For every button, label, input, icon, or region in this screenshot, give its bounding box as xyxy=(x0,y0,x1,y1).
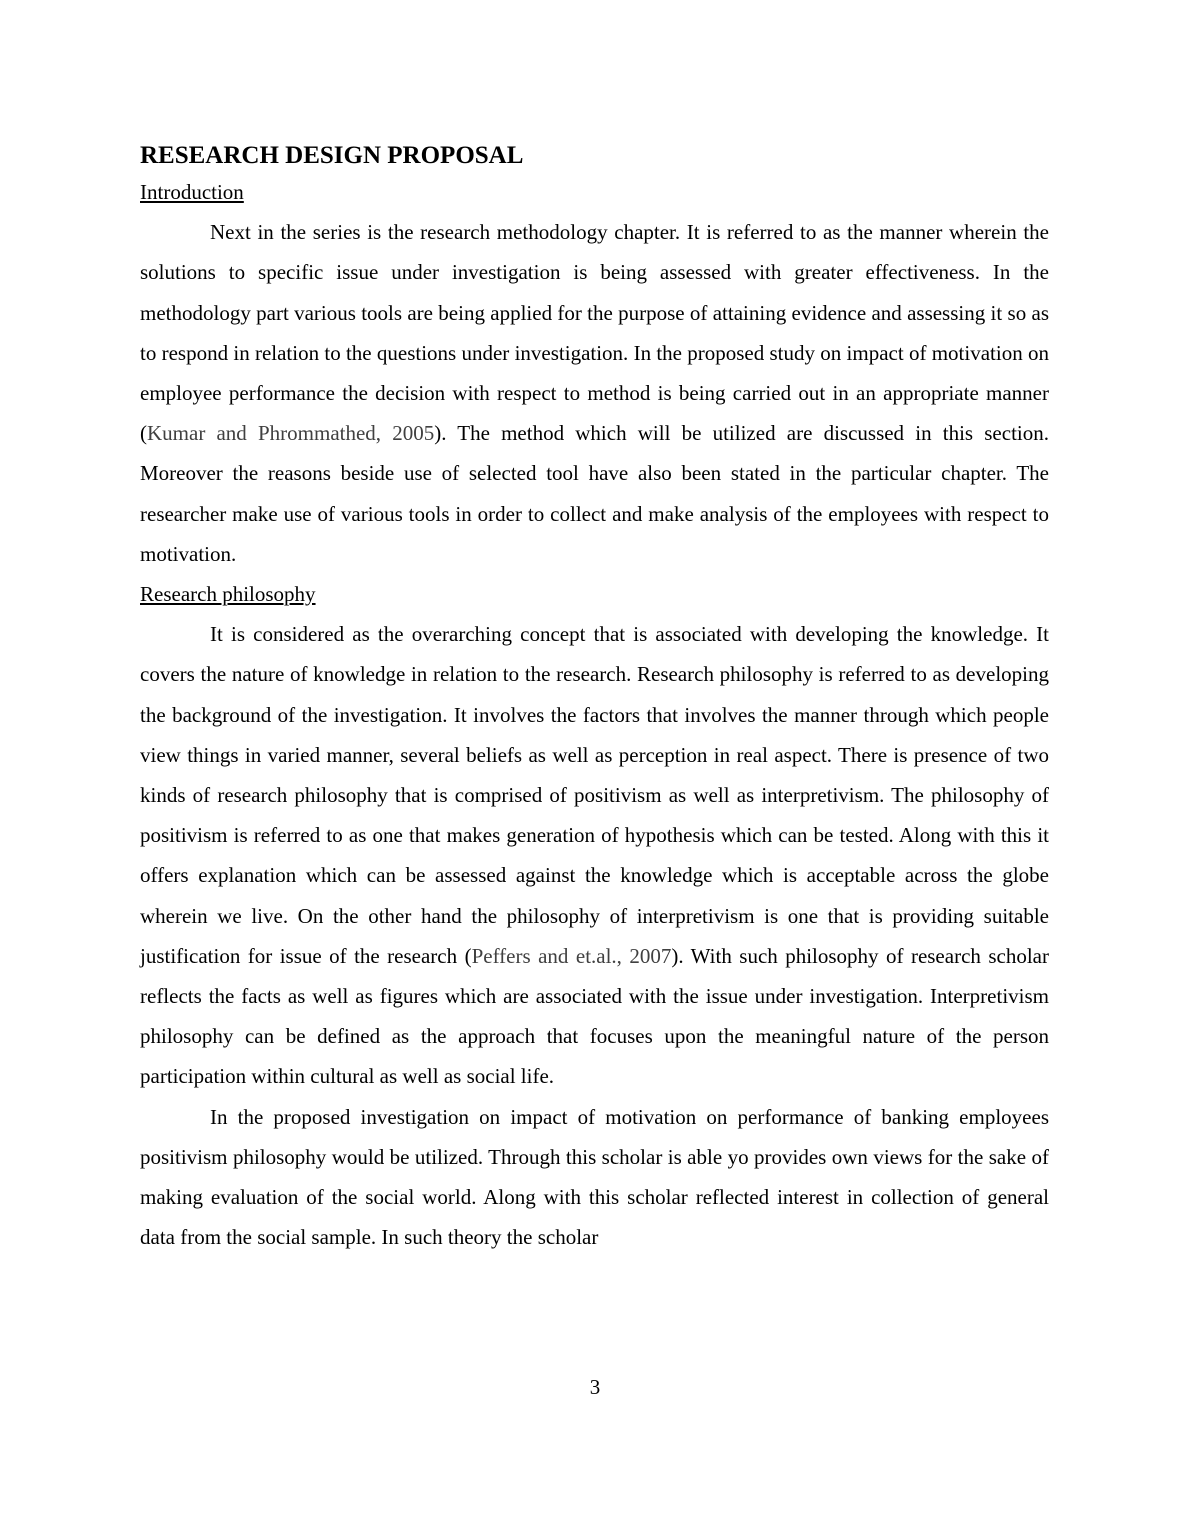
philosophy-text-part1: It is considered as the overarching concept that is associated with developing the knowledge. It covers the nature of knowledge in relation to the research. Research philosophy is referred to as developing the background of the investigation. It involves the factors that involves the manner through which people view things in varied manner, several beliefs as well as perception in real aspect. There is presence of two kinds of research philosophy that is comprised of positivism as well as interpretivism. The philosophy of positivism is referred to as one that makes generation of hypothesis which can be tested. Along with this it offers explanation which can be assessed against the knowledge which is acceptable across the globe wherein we live. On the other hand the philosophy of interpretivism is one that is providing suitable justification for issue of the research ( xyxy=(140,622,1049,968)
philosophy-paragraph-2: In the proposed investigation on impact of motivation on performance of banking employees positivism philosophy would be utilized. Through this scholar is able yo provides own views for the sake of making evaluation of the social world. Along with this scholar reflected interest in collection of general data from the social sample. In such theory the scholar xyxy=(140,1104,1049,1250)
philosophy-text-part2: ). With such philosophy of research scholar reflects the facts as well as figures which are associated with the issue under investigation. Interpretivism philosophy can be defined as the approach that focuses upon the meaningful nature of the person participation within cultural as well as social life. xyxy=(140,943,1049,1089)
introduction-paragraph xyxy=(140,212,1049,574)
page-number: 3 xyxy=(589,1375,601,1399)
philosophy-paragraph-1 xyxy=(140,614,1049,1096)
section-heading-introduction: Introduction xyxy=(140,180,244,204)
document-title: RESEARCH DESIGN PROPOSAL xyxy=(140,142,524,169)
citation-kumar-phrommathed: Kumar and Phrommathed, 2005 xyxy=(147,421,435,446)
citation-peffers: Peffers and et.al., 2007 xyxy=(471,943,672,968)
page-content xyxy=(140,140,1049,1257)
introduction-text-part1: Next in the series is the research methodology chapter. It is referred to as the manner wherein the solutions to specific issue under investigation is being assessed with greater effectiveness. In the methodology part various tools are being applied for the purpose of attaining evidence and assessing it so as to respond in relation to the questions under investigation. In the proposed study on impact of motivation on employee performance the decision with respect to method is being carried out in an appropriate manner ( xyxy=(140,220,1049,446)
section-heading-research-philosophy: Research philosophy xyxy=(140,582,316,607)
introduction-text-part2: ). The method which will be utilized are discussed in this section. Moreover the reasons beside use of selected tool have also been stated in the particular chapter. The researcher make use of various tools in order to collect and make analysis of the employees with respect to motivation. xyxy=(140,421,1049,566)
